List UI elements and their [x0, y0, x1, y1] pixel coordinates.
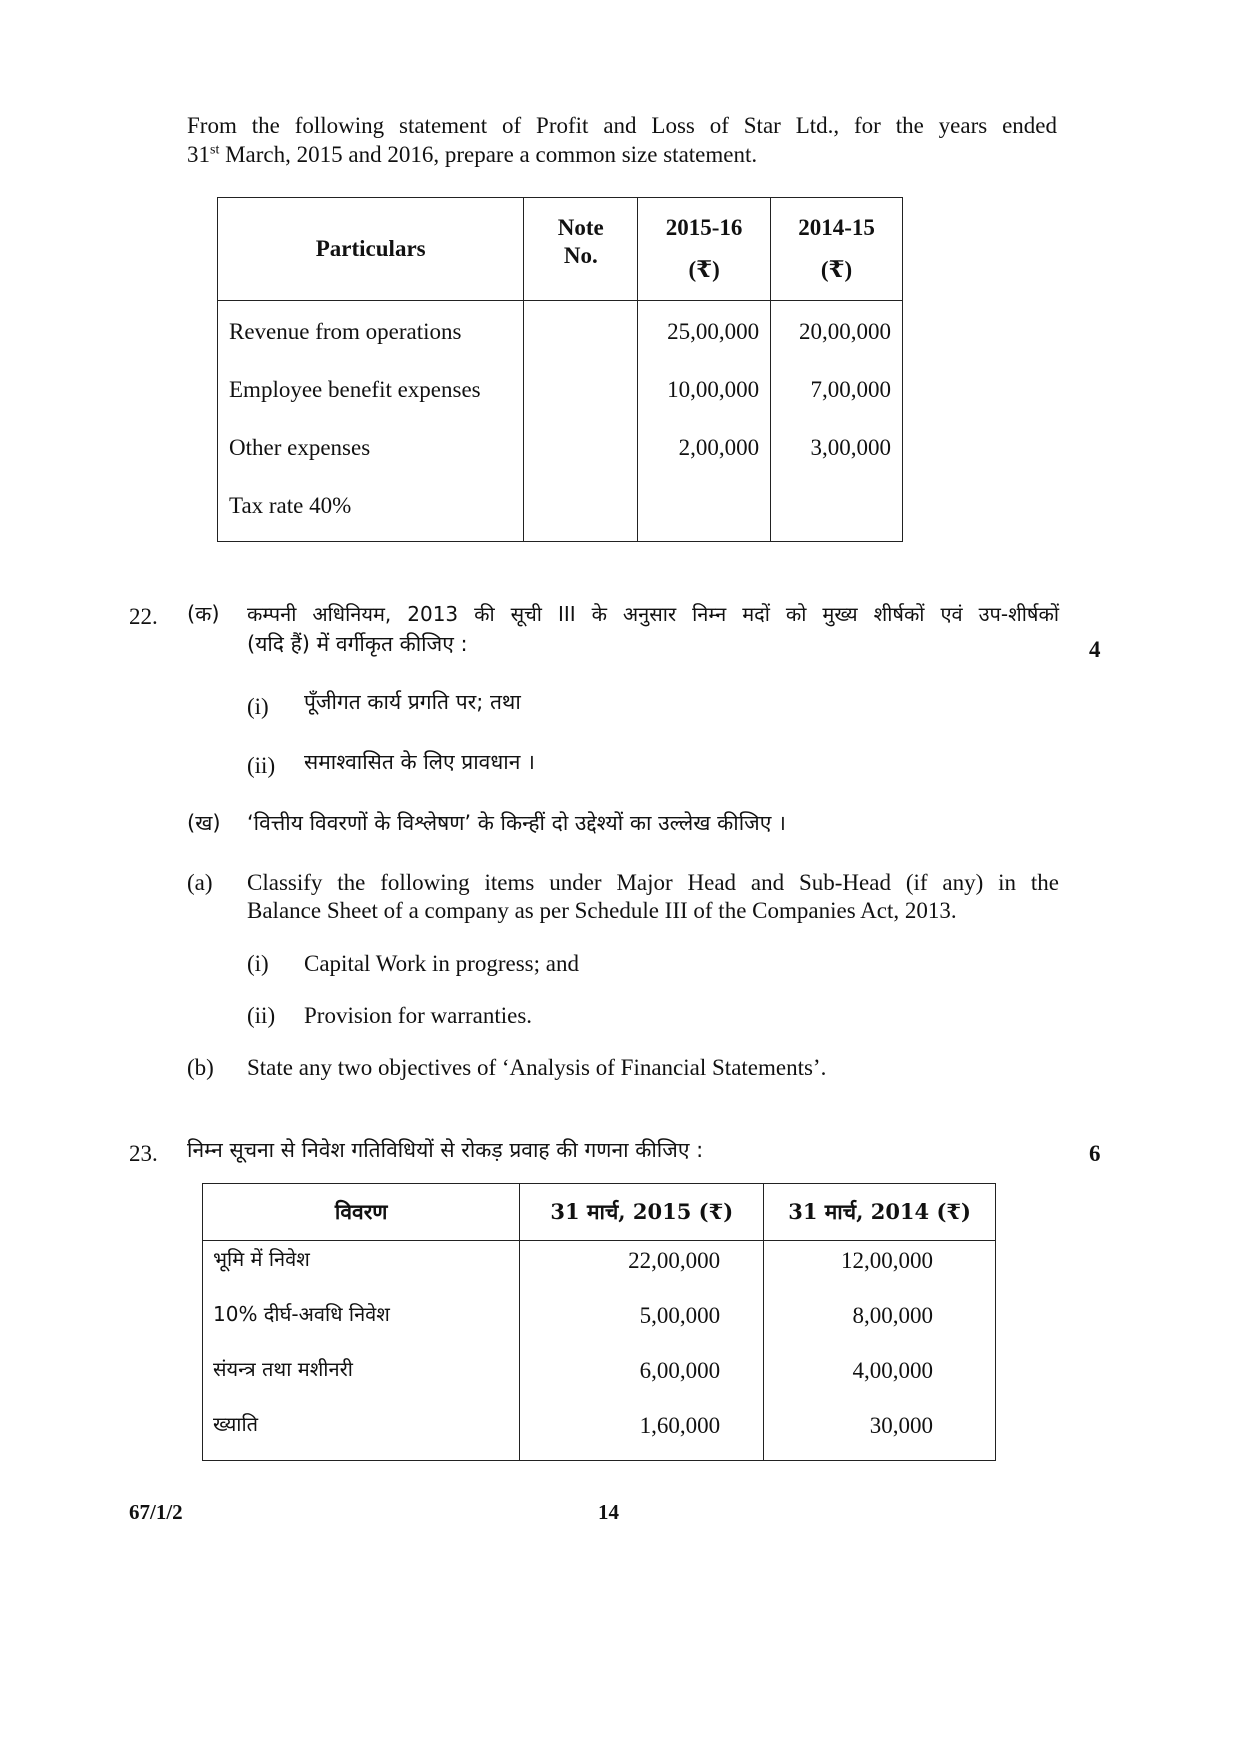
- table1-note-col: [524, 301, 638, 542]
- table-row-2015: 22,00,000: [628, 1248, 721, 1273]
- q22-hindi-b-text: ‘वित्तीय विवरणों के विश्लेषण’ के किन्हीं दो उद्देश्यों का उल्लेख कीजिए ।: [247, 811, 786, 835]
- table-row-particulars: Employee benefit expenses: [229, 377, 481, 402]
- table-row-2014: 12,00,000: [841, 1248, 933, 1273]
- q23-marks: 6: [1089, 1141, 1101, 1166]
- table-row-particulars: संयन्त्र तथा मशीनरी: [213, 1357, 353, 1381]
- q22-hindi-b-label: (ख): [187, 811, 221, 835]
- table1-2015-16-col: [638, 301, 771, 542]
- table-row-2014-15: [771, 477, 891, 535]
- table-row-particulars: ख्याति: [213, 1412, 259, 1436]
- table-row-2015-16: 25,00,000: [667, 319, 760, 344]
- table1-header-row: [218, 198, 903, 301]
- table-row-note: [524, 419, 637, 477]
- table2-header-2014: 31 मार्च, 2014 (₹): [764, 1184, 996, 1241]
- table-row-2014: 8,00,000: [852, 1303, 933, 1328]
- q22-en-b-text: State any two objectives of ‘Analysis of Financial Statements’.: [247, 1055, 827, 1080]
- q22-en-a-line2: Balance Sheet of a company as per Schedule III of the Companies Act, 2013.: [247, 898, 957, 923]
- table-row-2015: 5,00,000: [639, 1303, 721, 1328]
- table1-header-note-line1: Note: [557, 215, 604, 240]
- q22-en-b-label: (b): [187, 1055, 214, 1080]
- q22-en-item-2-text: Provision for warranties.: [304, 1003, 533, 1028]
- table1-header-2015-16-year: 2015-16: [665, 215, 743, 240]
- table-row-particulars: Other expenses: [229, 435, 371, 460]
- q22-hindi-item-2-text: समाश्वासित के लिए प्रावधान ।: [304, 750, 535, 774]
- intro-line-2: [187, 141, 757, 169]
- table-row-particulars: Tax rate 40%: [229, 493, 352, 518]
- table-row-2015-16: 2,00,000: [678, 435, 760, 460]
- table-row-2014: 4,00,000: [852, 1358, 933, 1383]
- table1-header-2015-16: [638, 198, 771, 301]
- table1-body: [218, 301, 903, 542]
- q22-hindi-a-label: (क): [187, 602, 220, 626]
- table2-header-row: [203, 1184, 996, 1241]
- q22-en-item-2-label: (ii): [247, 1003, 276, 1028]
- table2-2014-col: [764, 1241, 996, 1461]
- table1-header-particulars: Particulars: [218, 198, 524, 301]
- q22-en-item-1-text: Capital Work in progress; and: [304, 951, 579, 976]
- table-row-note: [524, 303, 637, 361]
- table-row-note: [524, 361, 637, 419]
- q22-hindi-item-1-text: पूँजीगत कार्य प्रगति पर; तथा: [304, 690, 521, 714]
- q22-en-a-line1: Classify the following items under Major Head and Sub-Head (if any) in the: [247, 870, 1059, 895]
- paper-code: 67/1/2: [129, 1500, 183, 1524]
- q22-hindi-a-line1: कम्पनी अधिनियम, 2013 की सूची III के अनुसार निम्न मदों को मुख्य शीर्षकों एवं उप-शीर्षकों: [247, 602, 1059, 626]
- intro-date-day: 31: [187, 142, 210, 167]
- table1-header-2014-15-year: 2014-15: [798, 215, 875, 240]
- table1-header-2014-15-unit: (₹): [820, 256, 853, 282]
- table-row-2015: 6,00,000: [639, 1358, 721, 1383]
- q22-en-item-1-label: (i): [247, 951, 269, 976]
- table2-header-particulars: विवरण: [203, 1184, 520, 1241]
- table2-header-2015: 31 मार्च, 2015 (₹): [520, 1184, 764, 1241]
- q22-marks: 4: [1089, 637, 1101, 662]
- page-number: 14: [598, 1500, 619, 1524]
- q22-hindi-item-2-label: (ii): [247, 753, 276, 778]
- table-row-particulars: Revenue from operations: [229, 319, 462, 344]
- table-row-2014-15: 7,00,000: [810, 377, 891, 402]
- q22-hindi-a-line2: (यदि हैं) में वर्गीकृत कीजिए :: [247, 632, 468, 656]
- table-row-2015: 1,60,000: [639, 1413, 721, 1438]
- intro-line-2-text: March, 2015 and 2016, prepare a common size statement.: [219, 142, 758, 167]
- q22-number: 22.: [129, 604, 158, 629]
- table-row-particulars: भूमि में निवेश: [213, 1247, 310, 1271]
- q23-text: निम्न सूचना से निवेश गतिविधियों से रोकड़ प्रवाह की गणना कीजिए :: [187, 1138, 704, 1162]
- table-row-2014-15: 20,00,000: [799, 319, 891, 344]
- table2-particulars-col: [203, 1241, 520, 1461]
- intro-date-suffix: st: [210, 142, 220, 158]
- table1-2014-15-col: [771, 301, 903, 542]
- table2-2015-col: [520, 1241, 764, 1461]
- table1-header-note-line2: No.: [563, 242, 598, 268]
- intro-line-1: From the following statement of Profit and Loss of Star Ltd., for the years ended: [187, 113, 1057, 138]
- q22-hindi-item-1-label: (i): [247, 694, 269, 719]
- table-row-note: [524, 477, 637, 535]
- table2-body: [203, 1241, 996, 1461]
- table-row-2014-15: 3,00,000: [810, 435, 891, 460]
- investment-table: [202, 1183, 996, 1461]
- table-row-2015-16: 10,00,000: [667, 377, 760, 402]
- profit-loss-table: [217, 197, 903, 542]
- table1-header-note: [524, 198, 638, 301]
- table-row-2015-16: [638, 477, 759, 535]
- table1-particulars-col: [218, 301, 524, 542]
- table1-header-2014-15: [771, 198, 903, 301]
- q22-en-a-label: (a): [187, 870, 213, 895]
- table-row-particulars: 10% दीर्घ-अवधि निवेश: [213, 1302, 390, 1326]
- table1-header-2015-16-unit: (₹): [688, 256, 720, 282]
- table-row-2014: 30,000: [869, 1413, 933, 1438]
- q23-number: 23.: [129, 1141, 158, 1166]
